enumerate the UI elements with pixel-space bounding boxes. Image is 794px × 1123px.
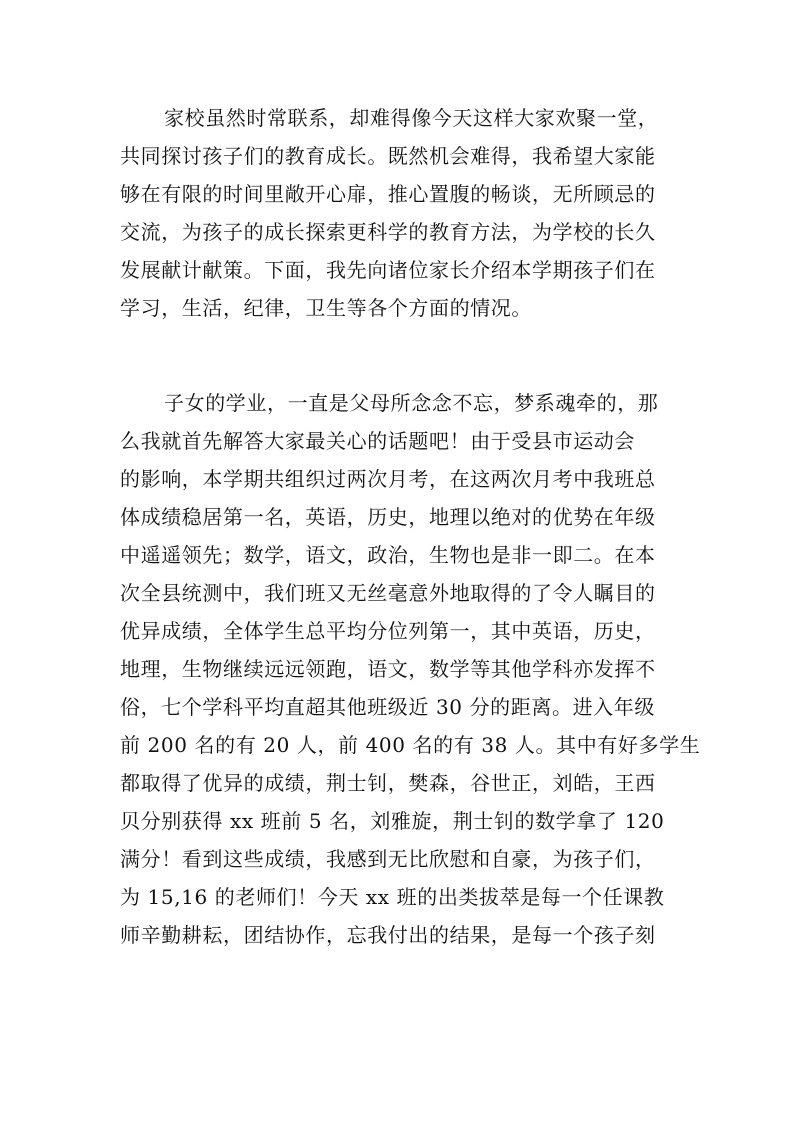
paragraph-line: 么我就首先解答大家最关心的话题吧！由于受县市运动会 [120,429,635,453]
paragraph-intro [120,99,690,327]
paragraph-line: 交流，为孩子的成长探索更科学的教育方法，为学校的长久 [120,220,656,244]
paragraph-line: 共同探讨孩子们的教育成长。既然机会难得，我希望大家能 [120,144,656,168]
paragraph-line: 前 200 名的有 20 人，前 400 名的有 38 人。其中有好多学生 [120,733,701,757]
paragraph-line: 满分！看到这些成绩，我感到无比欣慰和自豪，为孩子们， [120,847,656,871]
paragraph-line: 学习，生活，纪律，卫生等各个方面的情况。 [120,296,532,320]
paragraph-line: 地理，生物继续远远领跑，语文，数学等其他学科亦发挥不 [120,657,656,681]
paragraph-line: 为 15,16 的老师们！今天 xx 班的出类拔萃是每一个任课教 [120,885,665,909]
paragraph-line: 够在有限的时间里敞开心扉，推心置腹的畅谈，无所顾忌的 [120,182,656,206]
paragraph-line: 子女的学业，一直是父母所念念不忘，梦系魂牵的，那 [164,391,659,415]
paragraph-line: 的影响，本学期共组织过两次月考，在这两次月考中我班总 [120,467,656,491]
paragraph-line: 体成绩稳居第一名，英语，历史，地理以绝对的优势在年级 [120,505,656,529]
paragraph-line: 中遥遥领先；数学，语文，政治，生物也是非一即二。在本 [120,543,656,567]
paragraph-gap [120,327,690,384]
paragraph-academics [120,384,701,954]
paragraph-line: 师辛勤耕耘，团结协作，忘我付出的结果，是每一个孩子刻 [120,923,656,947]
paragraph-line: 发展献计献策。下面，我先向诸位家长介绍本学期孩子们在 [120,258,656,282]
paragraph-line: 次全县统测中，我们班又无丝毫意外地取得的了令人瞩目的 [120,581,656,605]
paragraph-line: 贝分别获得 xx 班前 5 名，刘雅旋，荆士钊的数学拿了 120 [120,809,665,833]
document-body [120,99,701,954]
paragraph-line: 都取得了优异的成绩，荆士钊，樊森，谷世正，刘皓，王西 [120,771,656,795]
paragraph-line: 家校虽然时常联系，却难得像今天这样大家欢聚一堂， [164,106,659,130]
paragraph-line: 俗，七个学科平均直超其他班级近 30 分的距离。进入年级 [120,695,655,719]
paragraph-line: 优异成绩，全体学生总平均分位列第一，其中英语，历史， [120,619,656,643]
